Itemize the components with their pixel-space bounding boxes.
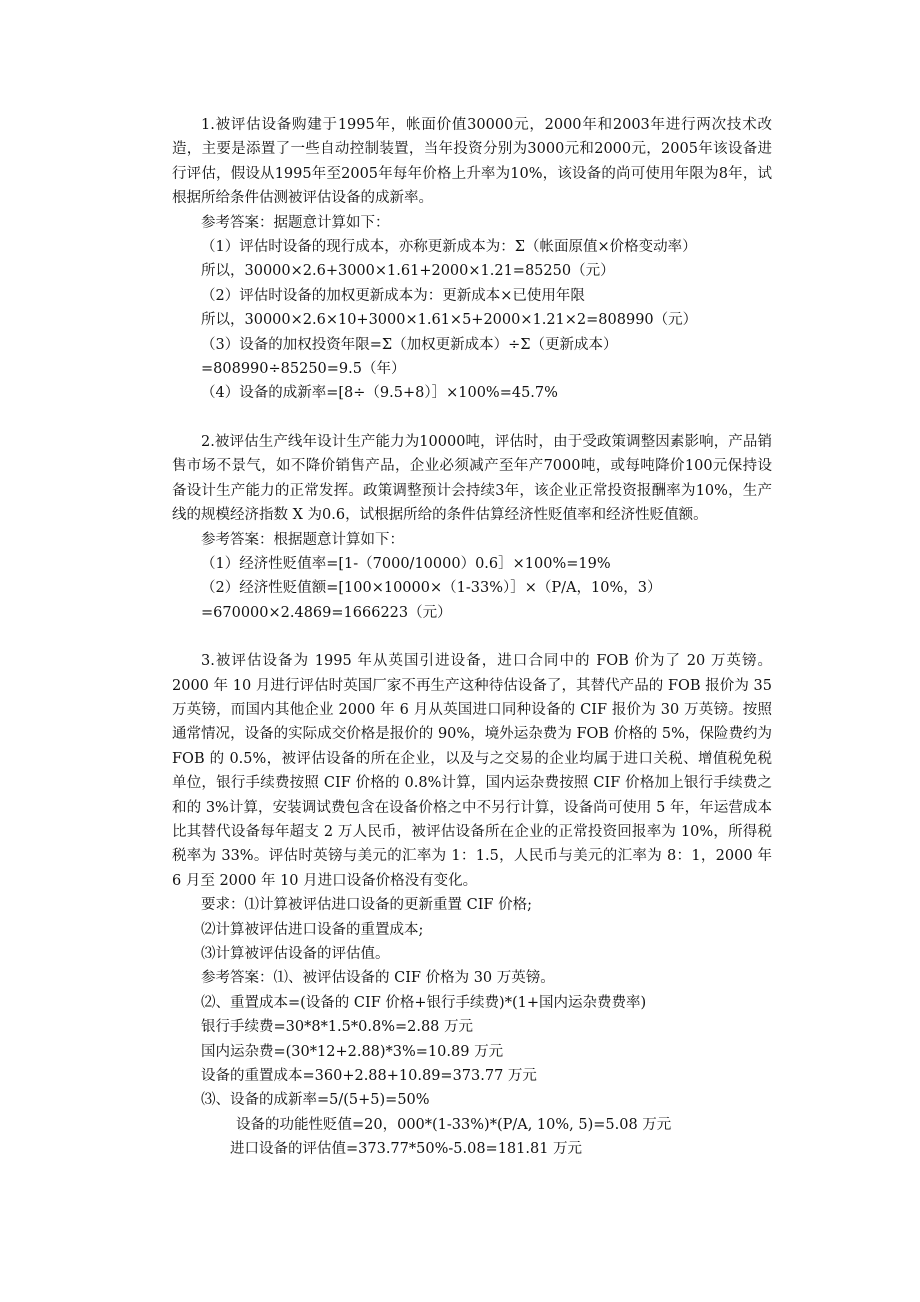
q2-step: （2）经济性贬值额=[100×10000×（1-33%）］×（P/A，10%，3） (201, 580, 662, 597)
spacer (172, 625, 772, 649)
q3-answer-line: ⑶、设备的成新率=5/(5+5)=50% (201, 1092, 430, 1109)
q2-step: （1）经济性贬值率=[1-（7000/10000）0.6］×100%=19% (201, 555, 611, 572)
q3-answer-line: 设备的功能性贬值=20，000*(1-33%)*(P/A, 10%, 5)=5.08 万元 (236, 1116, 672, 1133)
q3-answer-line: 参考答案：⑴、被评估设备的 CIF 价格为 30 万英镑。 (201, 970, 555, 987)
q1-step: （1）评估时设备的现行成本，亦称更新成本为：Σ（帐面原值×价格变动率） (201, 239, 697, 256)
q3-answer-line: 银行手续费=30*8*1.5*0.8%=2.88 万元 (201, 1019, 474, 1036)
q2-question: 2.被评估生产线年设计生产能力为10000吨，评估时，由于受政策调整因素影响，产品销售市场不景气，如不降价销售产品，企业必须减产至年产7000吨，或每吨降价100元保持设备设计生产能力的正常发挥。政策调整预计会持续3年，该企业正常投资报酬率为10%，生产线的规模经济指数 X 为0.6，试根据所给的条件估算经济性贬值率和经济性贬值额。 (172, 433, 772, 524)
q3-answer-line: ⑵、重置成本=(设备的 CIF 价格+银行手续费)*(1+国内运杂费费率) (201, 994, 647, 1011)
q2-step: =670000×2.4869=1666223（元） (201, 604, 452, 621)
q1-step: （3）设备的加权投资年限=Σ（加权更新成本）÷Σ（更新成本） (201, 336, 618, 353)
q1-question: 1.被评估设备购建于1995年，帐面价值30000元，2000年和2003年进行两次技术改造，主要是添置了一些自动控制装置，当年投资分别为3000元和2000元，2005年该设备进行评估，假设从1995年至2005年每年价格上升率为10%，该设备的尚可使用年限为8年，试根据所给条件估测被评估设备的成新率。 (172, 117, 772, 207)
q3-requirement: 要求：⑴计算被评估进口设备的更新重置 CIF 价格; (201, 897, 532, 914)
q3-question: 3.被评估设备为 1995 年从英国引进设备，进口合同中的 FOB 价为了 20 万英镑。2000 年 10 月进行评估时英国厂家不再生产这种待估设备了，其替代产品的 FOB 报价为 35 万英镑，而国内其他企业 2000 年 6 月从英国进口同种设备的 CIF 报价为 30 万英镑。按照通常情况，设备的实际成交价格是报价的 90%，境外运杂费为 FOB 价格的 5%，保险费约为 FOB 的 0.5%，被评估设备的所在企业，以及与之交易的企业均属于进口关税、增值税免税单位，银行手续费按照 CIF 价格的 0.8%计算，国内运杂费按照 CIF 价格加上银行手续费之和的 3%计算，安装调试费包含在设备价格之中不另行计算，设备尚可使用 5 年，年运营成本比其替代设备每年超支 2 万人民币，被评估设备所在企业的正常投资回报率为 10%，所得税税率为 33%。评估时英镑与美元的汇率为 1：1.5，人民币与美元的汇率为 8：1，2000 年 6 月至 2000 年 10 月进口设备价格没有变化。 (172, 653, 772, 889)
document-body (172, 113, 772, 1162)
q3-answer-line: 国内运杂费=(30*12+2.88)*3%=10.89 万元 (201, 1043, 504, 1060)
q3-requirement: ⑶计算被评估设备的评估值。 (201, 946, 390, 962)
q1-step: （2）评估时设备的加权更新成本为：更新成本×已使用年限 (201, 287, 585, 304)
q3-answer-line: 进口设备的评估值=373.77*50%-5.08=181.81 万元 (230, 1141, 583, 1158)
q1-step: 所以，30000×2.6×10+3000×1.61×5+2000×1.21×2=808990（元） (201, 312, 698, 329)
q3-answer-line: 设备的重置成本=360+2.88+10.89=373.77 万元 (201, 1068, 537, 1085)
q1-answer-intro: 参考答案：据题意计算如下： (201, 214, 390, 231)
spacer (172, 406, 772, 430)
q1-step: 所以，30000×2.6+3000×1.61+2000×1.21=85250（元） (201, 263, 615, 280)
q1-step: （4）设备的成新率=[8÷（9.5+8）］×100%=45.7% (201, 385, 558, 402)
q1-step: =808990÷85250=9.5（年） (201, 361, 406, 378)
q2-answer-intro: 参考答案：根据题意计算如下： (201, 531, 404, 548)
q3-requirement: ⑵计算被评估进口设备的重置成本; (201, 921, 424, 938)
